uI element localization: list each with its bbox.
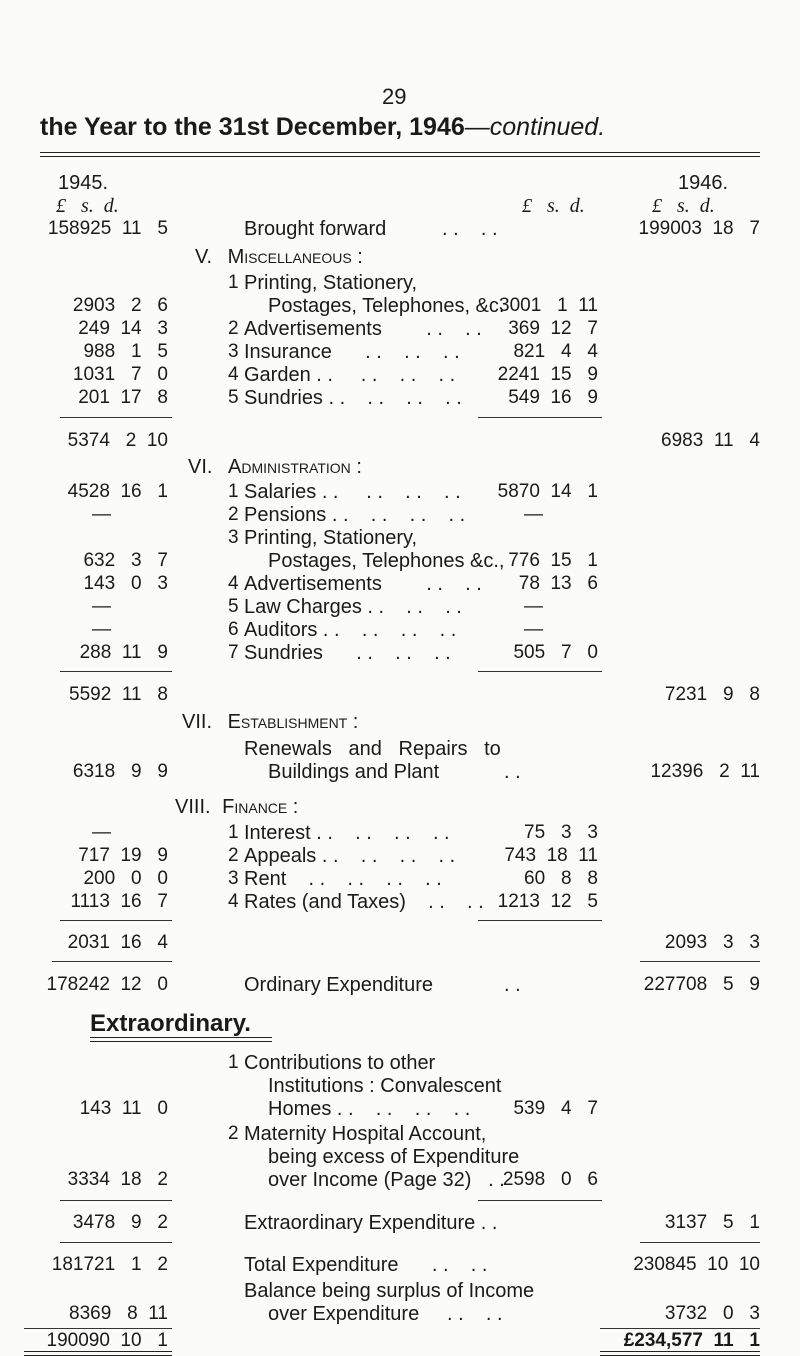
- row-label: Sundries . . . . . . . .: [244, 387, 462, 409]
- page-title: [40, 113, 605, 142]
- subtotal-prev: 5592 11 8: [69, 684, 168, 705]
- grand-double-rule-prev: [24, 1351, 172, 1356]
- header-lsd-1946: £ s. d.: [652, 195, 715, 217]
- grand-rule-prev: [24, 1328, 172, 1329]
- brought-forward-label: Brought forward: [244, 218, 387, 240]
- row-cur: —: [524, 504, 543, 525]
- row-cur: 75 3 3: [524, 822, 598, 843]
- total-exp-label: Total Expenditure . . . .: [244, 1254, 488, 1276]
- row-num: 1: [228, 822, 239, 843]
- row-num: 1: [228, 1052, 239, 1073]
- section-vii-heading: [182, 711, 358, 734]
- row-label: Printing, Stationery,: [244, 272, 418, 294]
- row-prev: 3334 18 2: [67, 1169, 168, 1190]
- subtotal-prev: 2031 16 4: [67, 932, 168, 953]
- row-cur: 3001 1 11: [499, 295, 598, 316]
- ordinary-dots: . .: [504, 974, 521, 996]
- row-num: 2: [228, 504, 239, 525]
- row-num: 4: [228, 891, 239, 912]
- subtotal-rule-prev: [60, 1200, 172, 1201]
- row-label: Interest . . . . . . . .: [244, 822, 450, 844]
- total-exp-prev: 181721 1 2: [51, 1254, 168, 1275]
- row-label: Advertisements . . . .: [244, 573, 482, 595]
- row-label: Rent . . . . . . . .: [244, 868, 442, 890]
- subtotal-cur: 6983 11 4: [661, 430, 760, 451]
- row-prev: 143 0 3: [83, 573, 168, 594]
- grand-double-rule-cur: [600, 1351, 760, 1356]
- row-label: Contributions to other: [244, 1052, 436, 1074]
- establishment-label: Renewals and Repairs to: [244, 738, 501, 760]
- subtotal-rule-prev: [60, 417, 172, 418]
- ordinary-rule-prev: [52, 961, 172, 962]
- row-label: Salaries . . . . . . . .: [244, 481, 461, 503]
- subtotal-rule-cur: [478, 417, 602, 418]
- section-vi-num: VI.: [188, 456, 213, 478]
- page-title-main: the Year to the 31st December, 1946: [40, 113, 465, 141]
- ordinary-rule-cur: [640, 961, 760, 962]
- ordinary-label: Ordinary Expenditure: [244, 974, 433, 996]
- row-cur: 776 15 1: [508, 550, 598, 571]
- row-label: Appeals . . . . . . . .: [244, 845, 456, 867]
- row-label: Law Charges . . . . . .: [244, 596, 462, 618]
- header-year-1945: 1945.: [58, 172, 109, 194]
- section-viii-title: Finance :: [222, 796, 299, 818]
- row-num: 1: [228, 272, 239, 293]
- row-prev: 1113 16 7: [70, 891, 168, 912]
- row-num: 1: [228, 481, 239, 502]
- row-prev: 717 19 9: [78, 845, 168, 866]
- row-prev: 201 17 8: [78, 387, 168, 408]
- establishment-label-cont: Buildings and Plant: [268, 761, 440, 783]
- extraordinary-sub-total: 3137 5 1: [664, 1212, 760, 1233]
- row-prev: 988 1 5: [83, 341, 168, 362]
- subtotal-rule-cur: [478, 671, 602, 672]
- section-viii-heading: [175, 796, 298, 819]
- row-cur: 5870 14 1: [497, 481, 598, 502]
- row-cur: —: [524, 619, 543, 640]
- brought-forward-total: 199003 18 7: [638, 218, 760, 239]
- row-label-cont: being excess of Expenditure: [268, 1146, 520, 1168]
- row-cur: 505 7 0: [513, 642, 598, 663]
- row-num: 5: [228, 596, 239, 617]
- grand-rule-cur: [600, 1328, 760, 1329]
- row-label-cont: Postages, Telephones, &c.: [268, 295, 505, 317]
- ordinary-total: 227708 5 9: [643, 974, 760, 995]
- page-title-continued: —continued.: [464, 113, 606, 141]
- row-label: Insurance . . . . . .: [244, 341, 460, 363]
- row-prev: 2903 2 6: [72, 295, 168, 316]
- establishment-prev: 6318 9 9: [72, 761, 168, 782]
- row-label: Maternity Hospital Account,: [244, 1123, 487, 1145]
- section-vi-heading: [188, 456, 362, 479]
- row-label: Printing, Stationery,: [244, 527, 418, 549]
- total-rule-cur: [640, 1242, 760, 1243]
- section-v-title: Miscellaneous :: [227, 246, 363, 268]
- subtotal-rule-prev: [60, 920, 172, 921]
- row-cur: 1213 12 5: [497, 891, 598, 912]
- header-lsd-items: £ s. d.: [522, 195, 585, 217]
- total-rule-prev: [60, 1242, 172, 1243]
- extraordinary-sub-prev: 3478 9 2: [72, 1212, 168, 1233]
- row-prev: —: [92, 822, 111, 843]
- row-label-cont: Postages, Telephones &c.,: [268, 550, 505, 572]
- subtotal-rule-prev: [60, 671, 172, 672]
- row-prev: 200 0 0: [83, 868, 168, 889]
- row-label: Garden . . . . . . . .: [244, 364, 456, 386]
- row-prev: 288 11 9: [79, 642, 168, 663]
- row-cur: 2241 15 9: [497, 364, 598, 385]
- row-cur: 821 4 4: [513, 341, 598, 362]
- section-viii-num: VIII.: [175, 796, 211, 818]
- subtotal-prev: 5374 2 10: [67, 430, 168, 451]
- balance-prev: 8369 8 11: [69, 1303, 168, 1324]
- extraordinary-sub-label: Extraordinary Expenditure . .: [244, 1212, 498, 1234]
- row-label: Sundries . . . . . .: [244, 642, 451, 664]
- balance-total: 3732 0 3: [664, 1303, 760, 1324]
- balance-label: Balance being surplus of Income: [244, 1280, 535, 1302]
- section-v-heading: [195, 246, 363, 269]
- row-label: Auditors . . . . . . . .: [244, 619, 457, 641]
- row-num: 2: [228, 318, 239, 339]
- grand-prev: 190090 10 1: [46, 1330, 168, 1351]
- row-prev: 1031 7 0: [72, 364, 168, 385]
- brought-forward-prev: 158925 11 5: [47, 218, 168, 239]
- row-num: 3: [228, 868, 239, 889]
- brought-forward-dots: . . . .: [442, 218, 498, 240]
- row-prev: 143 11 0: [79, 1098, 168, 1119]
- ordinary-prev: 178242 12 0: [46, 974, 168, 995]
- row-label-cont: Institutions : Convalescent: [268, 1075, 502, 1097]
- row-prev: 249 14 3: [78, 318, 168, 339]
- row-cur: —: [524, 596, 543, 617]
- row-cur: 369 12 7: [508, 318, 598, 339]
- subtotal-cur: 2093 3 3: [664, 932, 760, 953]
- row-cur: 2598 0 6: [502, 1169, 598, 1190]
- subtotal-cur: 7231 9 8: [664, 684, 760, 705]
- total-exp-total: 230845 10 10: [633, 1254, 760, 1275]
- section-vi-title: Administration :: [228, 456, 362, 478]
- section-vii-title: Establishment :: [227, 711, 359, 733]
- extraordinary-heading: Extraordinary.: [90, 1010, 251, 1037]
- header-year-1946: 1946.: [678, 172, 729, 194]
- row-num: 5: [228, 387, 239, 408]
- header-lsd-1945: £ s. d.: [56, 195, 119, 217]
- section-vii-num: VII.: [182, 711, 213, 733]
- row-cur: 78 13 6: [518, 573, 598, 594]
- row-prev: —: [92, 619, 111, 640]
- row-num: 4: [228, 573, 239, 594]
- page-number: 29: [382, 84, 407, 109]
- subtotal-rule-cur: [478, 920, 602, 921]
- row-num: 7: [228, 642, 239, 663]
- row-prev: —: [92, 596, 111, 617]
- row-label-cont: Homes . . . . . . . .: [268, 1098, 471, 1120]
- establishment-dots: . .: [504, 761, 521, 783]
- row-cur: 743 18 11: [504, 845, 598, 866]
- row-prev: —: [92, 504, 111, 525]
- row-num: 2: [228, 1123, 239, 1144]
- row-num: 4: [228, 364, 239, 385]
- row-cur: 60 8 8: [524, 868, 598, 889]
- row-cur: 549 16 9: [508, 387, 598, 408]
- balance-label-cont: over Expenditure . . . .: [268, 1303, 503, 1325]
- title-double-rule: [40, 152, 760, 157]
- row-num: 3: [228, 527, 239, 548]
- row-num: 6: [228, 619, 239, 640]
- row-label: Advertisements . . . .: [244, 318, 482, 340]
- row-label-cont: over Income (Page 32) . .: [268, 1169, 505, 1191]
- grand-total: £234,577 11 1: [623, 1330, 760, 1351]
- extraordinary-heading-underline: [90, 1037, 272, 1042]
- section-v-num: V.: [195, 246, 213, 268]
- row-prev: 632 3 7: [83, 550, 168, 571]
- subtotal-rule-cur: [478, 1200, 602, 1201]
- row-num: 2: [228, 845, 239, 866]
- row-num: 3: [228, 341, 239, 362]
- row-prev: 4528 16 1: [67, 481, 168, 502]
- row-label: Pensions . . . . . . . .: [244, 504, 466, 526]
- row-label: Rates (and Taxes) . . . .: [244, 891, 484, 913]
- establishment-total: 12396 2 11: [650, 761, 760, 782]
- row-cur: 539 4 7: [513, 1098, 598, 1119]
